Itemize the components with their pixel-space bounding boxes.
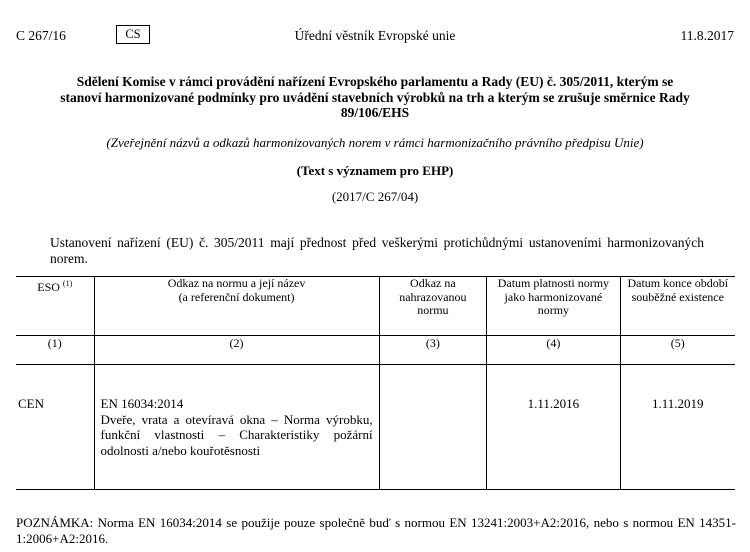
- journal-date: 11.8.2017: [680, 28, 734, 43]
- journal-reference: C 267/16: [16, 28, 66, 43]
- language-badge: CS: [116, 25, 150, 44]
- document-reference: (2017/C 267/04): [331, 189, 419, 204]
- footnote-ref[interactable]: (1): [62, 279, 73, 288]
- header-replaced: [379, 277, 487, 336]
- header-coexistence-line: Datum konce období: [627, 276, 729, 290]
- column-number: (3): [379, 336, 487, 365]
- header-reference-line: Odkaz na normu a její název: [167, 276, 306, 290]
- header-replaced-line: nahrazovanou: [399, 289, 467, 304]
- column-number: (5): [620, 336, 735, 365]
- eso-value: CEN: [18, 396, 44, 411]
- standards-table: [16, 276, 735, 490]
- standard-title: Dveře, vrata a otevíravá okna – Norma výrobku, funkční vlastnosti – Charakteristiky požární odolnosti a/nebo kouřotěsnosti: [100, 411, 373, 458]
- column-number: (2): [94, 336, 379, 365]
- standard-code: EN 16034:2014: [100, 396, 184, 411]
- document-subtitle: (Zveřejnění názvů a odkazů harmonizovaných norem v rámci harmonizačního právního předpisu Unie): [106, 135, 644, 150]
- reference-block: [95, 365, 379, 458]
- replaced-value: [380, 365, 487, 396]
- journal-title: Úřední věstník Evropské unie: [294, 28, 456, 43]
- header-eso: [16, 277, 94, 336]
- header-replaced-line: Odkaz na: [410, 276, 456, 290]
- column-number-row: [16, 336, 735, 365]
- table-row: [16, 365, 735, 490]
- header-reference-line: (a referenční dokument): [178, 289, 295, 304]
- header-reference: [94, 277, 379, 336]
- header-valid-from: [487, 277, 620, 336]
- column-number: (1): [16, 336, 94, 365]
- header-valid-from-line: Datum platnosti normy: [497, 276, 610, 290]
- cell-valid-from: [487, 365, 620, 490]
- column-number: (4): [487, 336, 620, 365]
- header-coexistence-end: [620, 277, 735, 336]
- coexistence-end-value: 1.11.2019: [652, 396, 704, 411]
- cell-coexistence-end: [620, 365, 735, 490]
- cell-reference: [94, 365, 379, 490]
- document-title: Sdělení Komise v rámci provádění nařízení Evropského parlamentu a Rady (EU) č. 305/2011, kterým se stanoví harmonizované podmínky pro uvádění stavebních výrobků na trh a kterým se zrušuje směrnice Rady 89/106/EHS: [60, 74, 690, 120]
- intro-paragraph: Ustanovení nařízení (EU) č. 305/2011 mají přednost před veškerými protichůdnými ustanoveními harmonizovaných norem.: [50, 235, 704, 266]
- valid-from-value: 1.11.2016: [527, 396, 580, 411]
- cell-replaced: [379, 365, 487, 490]
- header-valid-from-line: normy: [537, 303, 570, 317]
- header-coexistence-line: souběžné existence: [631, 289, 724, 304]
- table-header-row: [16, 277, 735, 336]
- header-eso-label: ESO: [37, 280, 60, 294]
- eea-relevance: (Text s významem pro EHP): [296, 163, 454, 178]
- cell-eso: [16, 365, 94, 490]
- note-paragraph: POZNÁMKA: Norma EN 16034:2014 se použije pouze společně buď s normou EN 13241:2003+A2:2016, nebo s normou EN 14351-1:2006+A2:2016.: [16, 515, 736, 546]
- header-valid-from-line: jako harmonizované: [504, 289, 603, 304]
- header-replaced-line: normu: [417, 303, 449, 317]
